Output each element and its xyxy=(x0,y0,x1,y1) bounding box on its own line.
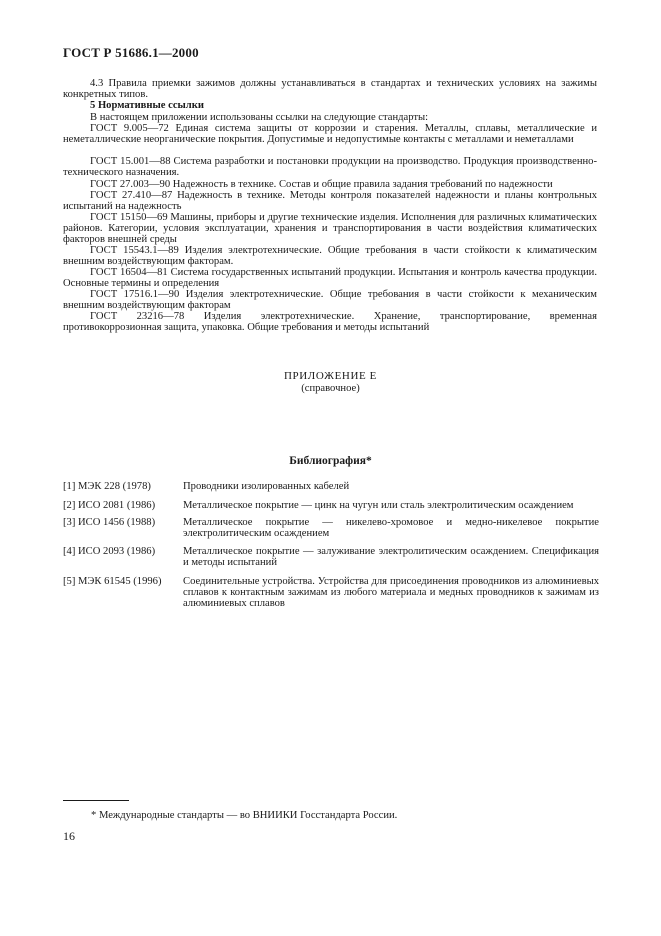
bibliography-text: Проводники изолированных кабелей xyxy=(183,481,350,492)
bibliography-text: Металлическое покрытие — никелево-хромовое и медно-никелевое покрытие электролитическим осаждением xyxy=(183,517,599,539)
bibliography-text: Металлическое покрытие — залуживание электролитическим осаждением. Спецификация и методы испытаний xyxy=(183,546,599,568)
section-5-intro: В настоящем приложении использованы ссылки на следующие стандарты: xyxy=(90,112,429,123)
bibliography-text: Металлическое покрытие — цинк на чугун или сталь электролитическим осаждением xyxy=(183,500,574,511)
normative-ref-item: ГОСТ 15.001—88 Система разработки и постановки продукции на производство. Продукция производственно-технического назначения. xyxy=(63,156,597,178)
normative-ref-item: ГОСТ 16504—81 Система государственных испытаний продукции. Испытания и контроль качества продукции. Основные термины и определения xyxy=(63,267,597,289)
bibliography-ref: [2] ИСО 2081 (1986) xyxy=(63,500,156,511)
normative-ref-item: ГОСТ 23216—78 Изделия электротехнические. Хранение, транспортирование, временная противокоррозионная защита, упаковка. Общие требования и методы испытаний xyxy=(63,311,597,333)
normative-ref-item: ГОСТ 9.005—72 Единая система защиты от коррозии и старения. Металлы, сплавы, металлические и неметаллические неорганические покрытия. Допустимые и недопустимые контакты с металлами и неметаллами xyxy=(63,123,597,145)
page-number: 16 xyxy=(63,829,75,843)
normative-ref-item: ГОСТ 15543.1—89 Изделия электротехнические. Общие требования в части стойкости к климатическим внешним воздействующим факторам. xyxy=(63,245,597,267)
normative-ref-item: ГОСТ 27.410—87 Надежность в технике. Методы контроля показателей надежности и планы контрольных испытаний на надежность xyxy=(63,190,597,212)
paragraph-4-3: 4.3 Правила приемки зажимов должны устанавливаться в стандартах и технических условиях на зажимы конкретных типов. xyxy=(63,78,597,100)
section-5-heading: 5 Нормативные ссылки xyxy=(90,100,204,111)
appendix-title: ПРИЛОЖЕНИЕ Е xyxy=(284,370,377,382)
appendix-subtitle: (справочное) xyxy=(301,383,360,394)
footnote-divider xyxy=(63,800,129,801)
normative-ref-item: ГОСТ 15150—69 Машины, приборы и другие технические изделия. Исполнения для различных климатических районов. Категории, условия эксплуатации, хранения и транспортирования в части воздействия климатических факторов внешней среды xyxy=(63,212,597,245)
bibliography-title: Библиография* xyxy=(289,455,372,467)
page-header-title: ГОСТ Р 51686.1—2000 xyxy=(63,45,199,60)
bibliography-text: Соединительные устройства. Устройства для присоединения проводников из алюминиевых сплавов к контактным зажимам из любого материала и медных проводников к зажимам из алюминиевых сплавов xyxy=(183,576,599,609)
bibliography-ref: [5] МЭК 61545 (1996) xyxy=(63,576,162,587)
bibliography-ref: [1] МЭК 228 (1978) xyxy=(63,481,151,492)
bibliography-ref: [3] ИСО 1456 (1988) xyxy=(63,517,156,528)
footnote-text: * Международные стандарты — во ВНИИКИ Госстандарта России. xyxy=(91,810,398,821)
normative-ref-item: ГОСТ 27.003—90 Надежность в технике. Состав и общие правила задания требований по надежности xyxy=(90,179,553,190)
normative-ref-item: ГОСТ 17516.1—90 Изделия электротехнические. Общие требования в части стойкости к механическим внешним воздействующим факторам xyxy=(63,289,597,311)
bibliography-ref: [4] ИСО 2093 (1986) xyxy=(63,546,156,557)
